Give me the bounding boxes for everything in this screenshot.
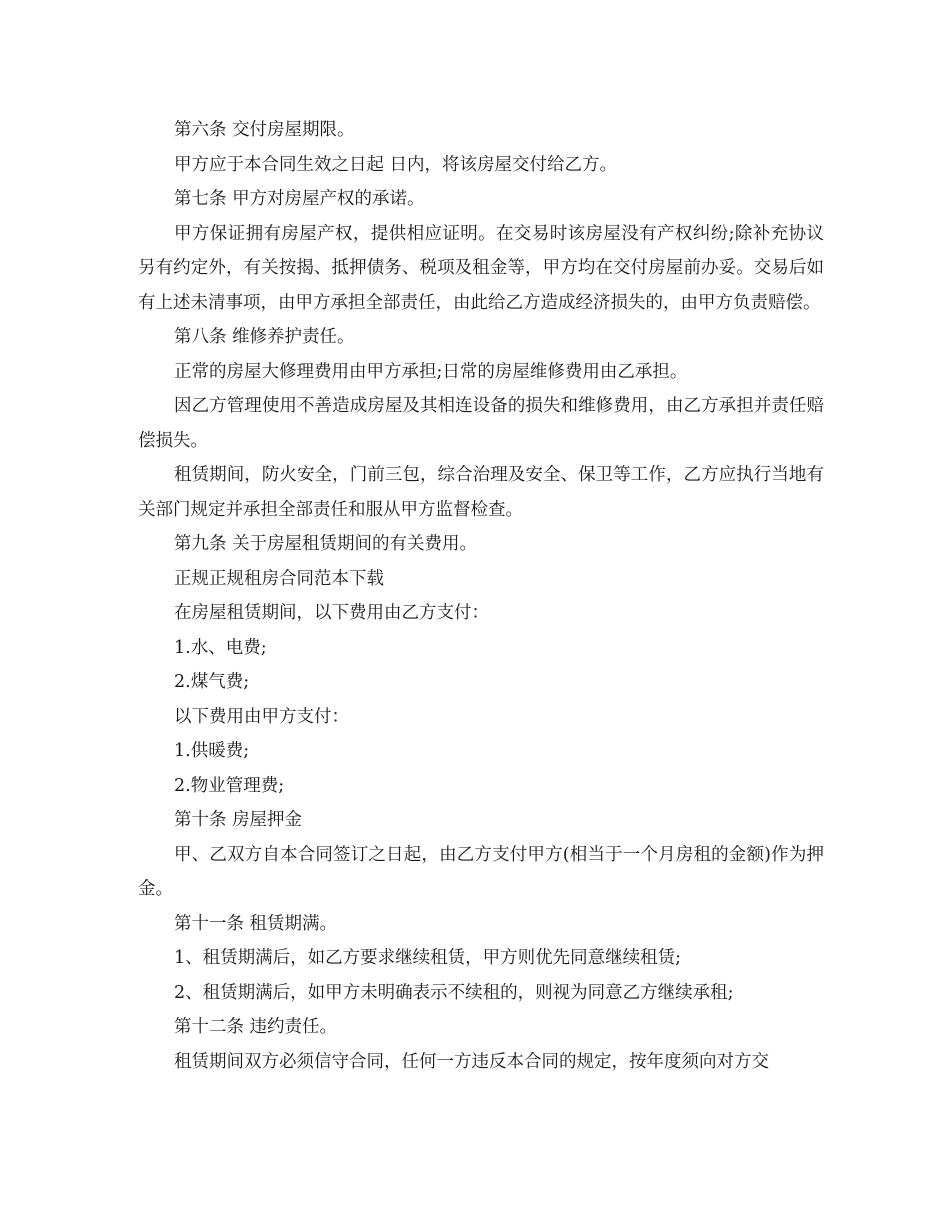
article-8-body-1: 正常的房屋大修理费用由甲方承担;日常的房屋维修费用由乙承担。 — [174, 361, 688, 382]
article-8-heading: 第八条 维修养护责任。 — [174, 327, 355, 347]
article-11-heading: 第十一条 租赁期满。 — [174, 913, 338, 934]
article-12-body: 租赁期间双方必须信守合同，任何一方违反本合同的规定，按年度须向对方交 — [174, 1051, 769, 1072]
list-item: 2.物业管理费; — [174, 775, 285, 796]
article-12-heading: 第十二条 违约责任。 — [174, 1017, 338, 1037]
document-page — [138, 113, 824, 1079]
list-item: 2.煤气费; — [174, 672, 250, 692]
article-9-body-1: 在房屋租赁期间，以下费用由乙方支付： — [174, 603, 489, 623]
article-6-heading: 第六条 交付房屋期限。 — [174, 120, 355, 140]
list-item: 1.供暖费; — [174, 741, 250, 761]
article-9-body-2: 以下费用由甲方支付： — [174, 706, 349, 727]
article-8-body-2: 因乙方管理使用不善造成房屋及其相连设备的损失和维修费用，由乙方承担并责任赔偿损失。 — [138, 396, 824, 451]
article-10-heading: 第十条 房屋押金 — [174, 810, 303, 830]
article-8-body-3: 租赁期间，防火安全，门前三包，综合治理及安全、保卫等工作，乙方应执行当地有关部门规定并承担全部责任和服从甲方监督检查。 — [138, 465, 824, 520]
article-9-heading: 第九条 关于房屋租赁期间的有关费用。 — [174, 534, 478, 554]
article-7-heading: 第七条 甲方对房屋产权的承诺。 — [174, 189, 425, 209]
article-10-body: 甲、乙双方自本合同签订之日起，由乙方支付甲方(相当于一个月房租的金额)作为押金。 — [138, 844, 824, 899]
list-item: 2、租赁期满后，如甲方未明确表示不续租的，则视为同意乙方继续承租; — [174, 982, 734, 1003]
list-item: 1、租赁期满后，如乙方要求继续租赁，甲方则优先同意继续租赁; — [174, 948, 682, 968]
article-6-body: 甲方应于本合同生效之日起 日内，将该房屋交付给乙方。 — [174, 154, 618, 175]
inline-title: 正规正规租房合同范本下载 — [174, 568, 384, 589]
list-item: 1.水、电费; — [174, 637, 267, 658]
article-7-body: 甲方保证拥有房屋产权，提供相应证明。在交易时该房屋没有产权纠纷;除补充协议另有约定外，有关按揭、抵押债务、税项及租金等，甲方均在交付房屋前办妥。交易后如有上述未清事项，由甲方承担全部责任，由此给乙方造成经济损失的，由甲方负责赔偿。 — [138, 223, 824, 313]
